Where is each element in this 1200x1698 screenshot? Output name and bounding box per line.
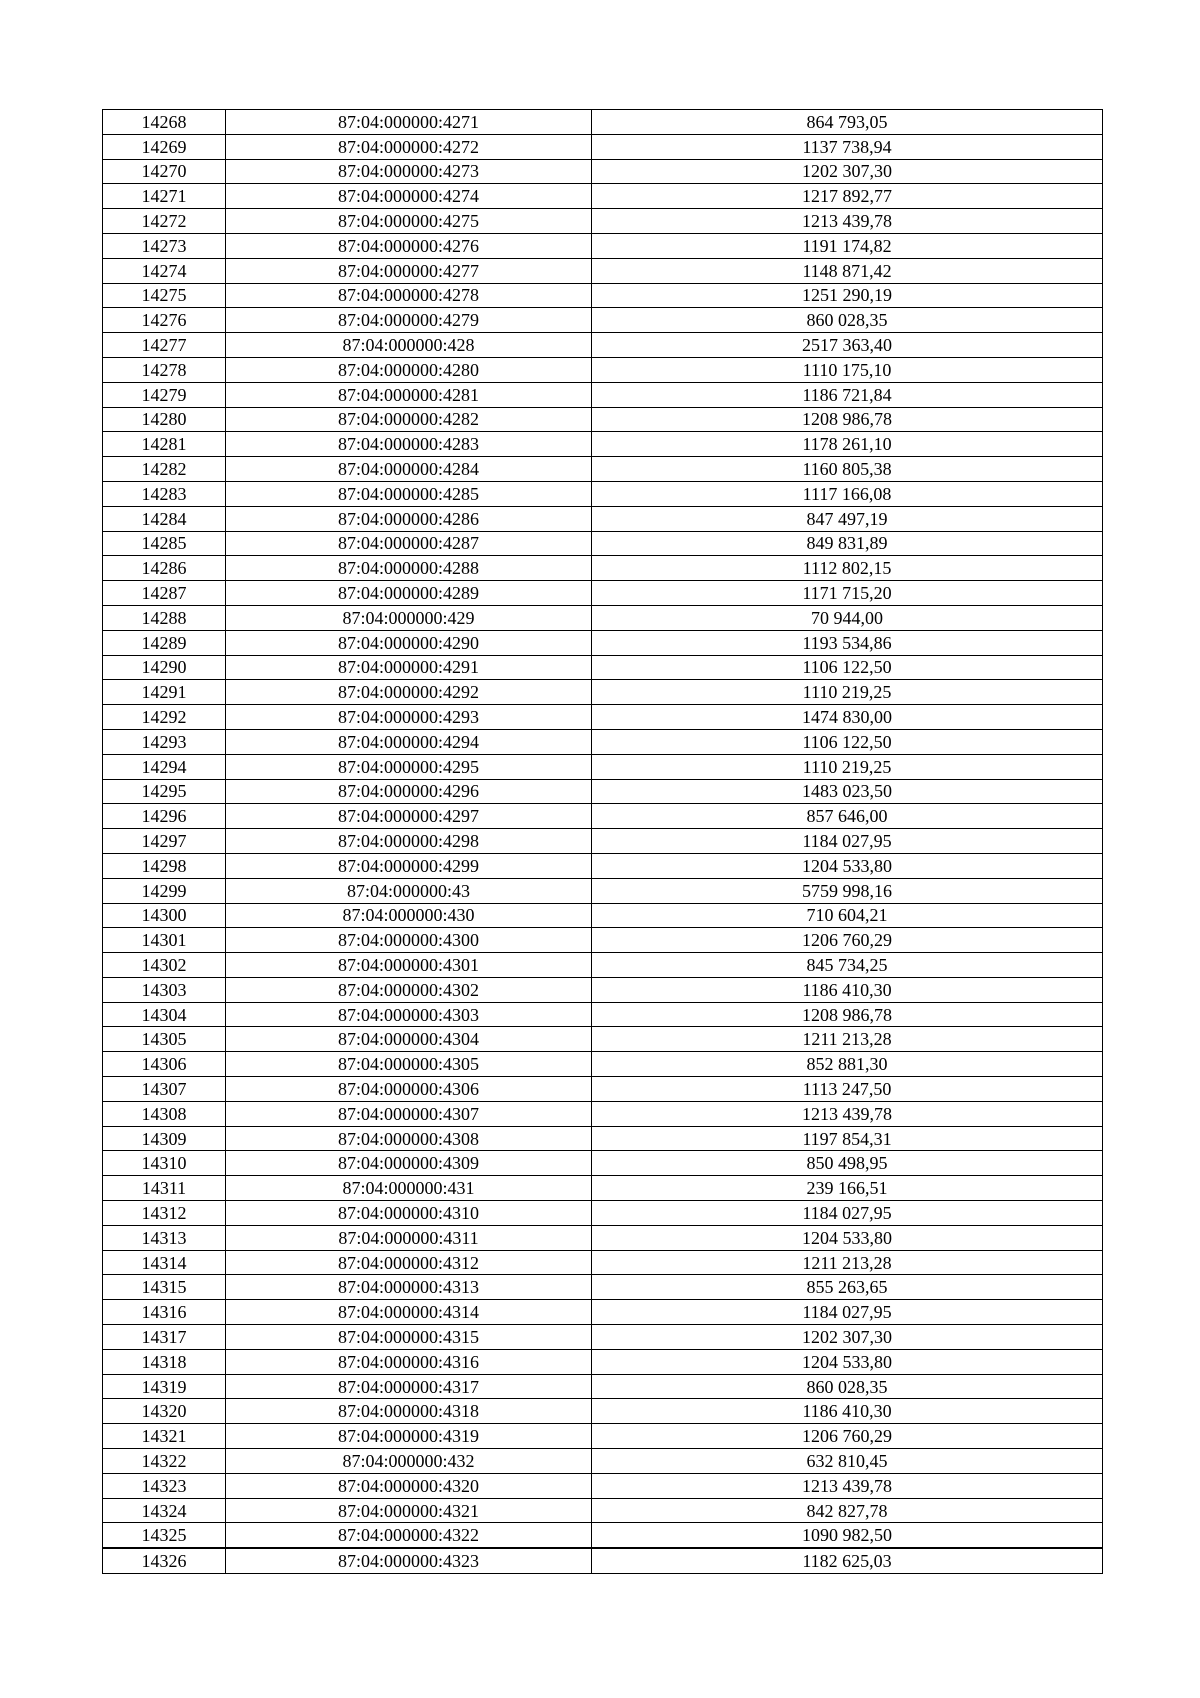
table-row (103, 110, 1103, 135)
value-cell: 1186 721,84 (592, 382, 1103, 407)
value-cell: 849 831,89 (592, 531, 1103, 556)
table-row (103, 1052, 1103, 1077)
row-number-cell: 14286 (103, 556, 226, 581)
cadastral-number-cell: 87:04:000000:4286 (226, 506, 592, 531)
value-cell: 1117 166,08 (592, 481, 1103, 506)
value-cell: 847 497,19 (592, 506, 1103, 531)
cadastral-number-cell: 87:04:000000:4283 (226, 432, 592, 457)
cadastral-number-cell: 87:04:000000:4299 (226, 853, 592, 878)
row-number-cell: 14306 (103, 1052, 226, 1077)
table-row (103, 605, 1103, 630)
table-row (103, 1523, 1103, 1548)
table-row (103, 159, 1103, 184)
cadastral-number-cell: 87:04:000000:4273 (226, 159, 592, 184)
value-cell: 5759 998,16 (592, 878, 1103, 903)
row-number-cell: 14312 (103, 1201, 226, 1226)
row-number-cell: 14280 (103, 407, 226, 432)
value-cell: 1204 533,80 (592, 1225, 1103, 1250)
value-cell: 1204 533,80 (592, 1349, 1103, 1374)
value-cell: 1178 261,10 (592, 432, 1103, 457)
table-row (103, 432, 1103, 457)
cadastral-number-cell: 87:04:000000:4318 (226, 1399, 592, 1424)
row-number-cell: 14273 (103, 233, 226, 258)
table-row (103, 1225, 1103, 1250)
value-cell: 632 810,45 (592, 1449, 1103, 1474)
table-row (103, 680, 1103, 705)
table-row (103, 1176, 1103, 1201)
row-number-cell: 14283 (103, 481, 226, 506)
cadastral-number-cell: 87:04:000000:4302 (226, 977, 592, 1002)
cadastral-number-cell: 87:04:000000:4278 (226, 283, 592, 308)
row-number-cell: 14292 (103, 705, 226, 730)
table-row (103, 308, 1103, 333)
cadastral-number-cell: 87:04:000000:432 (226, 1449, 592, 1474)
cadastral-number-cell: 87:04:000000:428 (226, 333, 592, 358)
table-row (103, 1449, 1103, 1474)
row-number-cell: 14270 (103, 159, 226, 184)
row-number-cell: 14277 (103, 333, 226, 358)
value-cell: 1202 307,30 (592, 1325, 1103, 1350)
table-row (103, 829, 1103, 854)
cadastral-number-cell: 87:04:000000:4311 (226, 1225, 592, 1250)
value-cell: 1208 986,78 (592, 407, 1103, 432)
table-row (103, 556, 1103, 581)
cadastral-number-cell: 87:04:000000:4297 (226, 804, 592, 829)
value-cell: 239 166,51 (592, 1176, 1103, 1201)
table-row (103, 903, 1103, 928)
cadastral-number-cell: 87:04:000000:4300 (226, 928, 592, 953)
value-cell: 1171 715,20 (592, 581, 1103, 606)
cadastral-number-cell: 87:04:000000:4298 (226, 829, 592, 854)
value-cell: 1213 439,78 (592, 1473, 1103, 1498)
row-number-cell: 14313 (103, 1225, 226, 1250)
cadastral-number-cell: 87:04:000000:4295 (226, 754, 592, 779)
table-row (103, 754, 1103, 779)
row-number-cell: 14326 (103, 1548, 226, 1573)
value-cell: 1213 439,78 (592, 209, 1103, 234)
row-number-cell: 14285 (103, 531, 226, 556)
table-row (103, 1250, 1103, 1275)
value-cell: 857 646,00 (592, 804, 1103, 829)
value-cell: 1090 982,50 (592, 1523, 1103, 1548)
row-number-cell: 14288 (103, 605, 226, 630)
value-cell: 1184 027,95 (592, 1201, 1103, 1226)
cadastral-number-cell: 87:04:000000:4301 (226, 953, 592, 978)
row-number-cell: 14317 (103, 1325, 226, 1350)
table-row (103, 407, 1103, 432)
cadastral-number-cell: 87:04:000000:4274 (226, 184, 592, 209)
row-number-cell: 14268 (103, 110, 226, 135)
table-row (103, 1101, 1103, 1126)
row-number-cell: 14291 (103, 680, 226, 705)
cadastral-number-cell: 87:04:000000:4321 (226, 1498, 592, 1523)
table-row (103, 1473, 1103, 1498)
row-number-cell: 14294 (103, 754, 226, 779)
table-row (103, 1374, 1103, 1399)
table-row (103, 581, 1103, 606)
cadastral-number-cell: 87:04:000000:4279 (226, 308, 592, 333)
cadastral-number-cell: 87:04:000000:4313 (226, 1275, 592, 1300)
row-number-cell: 14296 (103, 804, 226, 829)
row-number-cell: 14323 (103, 1473, 226, 1498)
cadastral-number-cell: 87:04:000000:4322 (226, 1523, 592, 1548)
value-cell: 1160 805,38 (592, 457, 1103, 482)
table-row (103, 1027, 1103, 1052)
cadastral-number-cell: 87:04:000000:4294 (226, 729, 592, 754)
cadastral-number-cell: 87:04:000000:43 (226, 878, 592, 903)
table-row (103, 258, 1103, 283)
cadastral-number-cell: 87:04:000000:4306 (226, 1077, 592, 1102)
table-row (103, 1077, 1103, 1102)
value-cell: 1211 213,28 (592, 1250, 1103, 1275)
value-cell: 1106 122,50 (592, 729, 1103, 754)
row-number-cell: 14316 (103, 1300, 226, 1325)
table-row (103, 1275, 1103, 1300)
row-number-cell: 14275 (103, 283, 226, 308)
row-number-cell: 14297 (103, 829, 226, 854)
table-row (103, 1002, 1103, 1027)
table-row (103, 729, 1103, 754)
table-row (103, 953, 1103, 978)
row-number-cell: 14324 (103, 1498, 226, 1523)
row-number-cell: 14307 (103, 1077, 226, 1102)
row-number-cell: 14289 (103, 630, 226, 655)
row-number-cell: 14279 (103, 382, 226, 407)
value-cell: 864 793,05 (592, 110, 1103, 135)
value-cell: 1191 174,82 (592, 233, 1103, 258)
row-number-cell: 14272 (103, 209, 226, 234)
value-cell: 1186 410,30 (592, 977, 1103, 1002)
cadastral-number-cell: 87:04:000000:4317 (226, 1374, 592, 1399)
value-cell: 1193 534,86 (592, 630, 1103, 655)
cadastral-number-cell: 87:04:000000:4308 (226, 1126, 592, 1151)
value-cell: 1112 802,15 (592, 556, 1103, 581)
cadastral-number-cell: 87:04:000000:4280 (226, 357, 592, 382)
value-cell: 1217 892,77 (592, 184, 1103, 209)
row-number-cell: 14303 (103, 977, 226, 1002)
row-number-cell: 14305 (103, 1027, 226, 1052)
cadastral-number-cell: 87:04:000000:429 (226, 605, 592, 630)
cadastral-number-cell: 87:04:000000:430 (226, 903, 592, 928)
cadastral-number-cell: 87:04:000000:4296 (226, 779, 592, 804)
table-row (103, 357, 1103, 382)
value-cell: 1182 625,03 (592, 1548, 1103, 1573)
value-cell: 1106 122,50 (592, 655, 1103, 680)
value-cell: 1211 213,28 (592, 1027, 1103, 1052)
cadastral-number-cell: 87:04:000000:4277 (226, 258, 592, 283)
table-row (103, 1424, 1103, 1449)
table-row (103, 457, 1103, 482)
table-row (103, 506, 1103, 531)
row-number-cell: 14315 (103, 1275, 226, 1300)
value-cell: 845 734,25 (592, 953, 1103, 978)
table-row (103, 382, 1103, 407)
table-row (103, 333, 1103, 358)
row-number-cell: 14301 (103, 928, 226, 953)
table-row (103, 804, 1103, 829)
row-number-cell: 14290 (103, 655, 226, 680)
value-cell: 860 028,35 (592, 308, 1103, 333)
row-number-cell: 14293 (103, 729, 226, 754)
row-number-cell: 14298 (103, 853, 226, 878)
cadastral-number-cell: 87:04:000000:4284 (226, 457, 592, 482)
cadastral-number-cell: 87:04:000000:4320 (226, 1473, 592, 1498)
cadastral-number-cell: 87:04:000000:4288 (226, 556, 592, 581)
cadastral-number-cell: 87:04:000000:4276 (226, 233, 592, 258)
table-row (103, 655, 1103, 680)
row-number-cell: 14302 (103, 953, 226, 978)
table-row (103, 1300, 1103, 1325)
table-row (103, 878, 1103, 903)
row-number-cell: 14269 (103, 134, 226, 159)
cadastral-number-cell: 87:04:000000:4309 (226, 1151, 592, 1176)
table-row (103, 1325, 1103, 1350)
value-cell: 852 881,30 (592, 1052, 1103, 1077)
cadastral-number-cell: 87:04:000000:4275 (226, 209, 592, 234)
cadastral-number-cell: 87:04:000000:4315 (226, 1325, 592, 1350)
cadastral-number-cell: 87:04:000000:4323 (226, 1548, 592, 1573)
cadastral-number-cell: 87:04:000000:4314 (226, 1300, 592, 1325)
data-table (102, 109, 1103, 1574)
row-number-cell: 14325 (103, 1523, 226, 1548)
row-number-cell: 14318 (103, 1349, 226, 1374)
cadastral-number-cell: 87:04:000000:4287 (226, 531, 592, 556)
cadastral-number-cell: 87:04:000000:4282 (226, 407, 592, 432)
table-row (103, 1498, 1103, 1523)
cadastral-number-cell: 87:04:000000:4292 (226, 680, 592, 705)
value-cell: 1208 986,78 (592, 1002, 1103, 1027)
value-cell: 1184 027,95 (592, 1300, 1103, 1325)
row-number-cell: 14309 (103, 1126, 226, 1151)
row-number-cell: 14314 (103, 1250, 226, 1275)
table-row (103, 779, 1103, 804)
value-cell: 1137 738,94 (592, 134, 1103, 159)
cadastral-number-cell: 87:04:000000:4307 (226, 1101, 592, 1126)
row-number-cell: 14300 (103, 903, 226, 928)
value-cell: 1197 854,31 (592, 1126, 1103, 1151)
value-cell: 860 028,35 (592, 1374, 1103, 1399)
value-cell: 1202 307,30 (592, 159, 1103, 184)
value-cell: 70 944,00 (592, 605, 1103, 630)
table-row (103, 1548, 1103, 1573)
cadastral-number-cell: 87:04:000000:4316 (226, 1349, 592, 1374)
cadastral-number-cell: 87:04:000000:4319 (226, 1424, 592, 1449)
table-row (103, 531, 1103, 556)
table-row (103, 853, 1103, 878)
value-cell: 1204 533,80 (592, 853, 1103, 878)
row-number-cell: 14311 (103, 1176, 226, 1201)
cadastral-number-cell: 87:04:000000:4312 (226, 1250, 592, 1275)
row-number-cell: 14322 (103, 1449, 226, 1474)
table-row (103, 977, 1103, 1002)
row-number-cell: 14319 (103, 1374, 226, 1399)
table-row (103, 1151, 1103, 1176)
table-row (103, 134, 1103, 159)
table-row (103, 184, 1103, 209)
row-number-cell: 14304 (103, 1002, 226, 1027)
table-row (103, 1126, 1103, 1151)
cadastral-number-cell: 87:04:000000:431 (226, 1176, 592, 1201)
row-number-cell: 14308 (103, 1101, 226, 1126)
table-row (103, 630, 1103, 655)
row-number-cell: 14276 (103, 308, 226, 333)
cadastral-number-cell: 87:04:000000:4304 (226, 1027, 592, 1052)
row-number-cell: 14295 (103, 779, 226, 804)
cadastral-number-cell: 87:04:000000:4281 (226, 382, 592, 407)
value-cell: 1110 175,10 (592, 357, 1103, 382)
row-number-cell: 14274 (103, 258, 226, 283)
cadastral-number-cell: 87:04:000000:4291 (226, 655, 592, 680)
cadastral-number-cell: 87:04:000000:4310 (226, 1201, 592, 1226)
value-cell: 855 263,65 (592, 1275, 1103, 1300)
value-cell: 1113 247,50 (592, 1077, 1103, 1102)
value-cell: 1110 219,25 (592, 754, 1103, 779)
value-cell: 1148 871,42 (592, 258, 1103, 283)
cadastral-number-cell: 87:04:000000:4290 (226, 630, 592, 655)
table-row (103, 1201, 1103, 1226)
cadastral-number-cell: 87:04:000000:4285 (226, 481, 592, 506)
table-row (103, 209, 1103, 234)
table-body (103, 110, 1103, 1574)
cadastral-number-cell: 87:04:000000:4303 (226, 1002, 592, 1027)
value-cell: 1213 439,78 (592, 1101, 1103, 1126)
value-cell: 1184 027,95 (592, 829, 1103, 854)
table-row (103, 705, 1103, 730)
value-cell: 850 498,95 (592, 1151, 1103, 1176)
value-cell: 1251 290,19 (592, 283, 1103, 308)
cadastral-number-cell: 87:04:000000:4271 (226, 110, 592, 135)
row-number-cell: 14282 (103, 457, 226, 482)
cadastral-number-cell: 87:04:000000:4272 (226, 134, 592, 159)
cadastral-number-cell: 87:04:000000:4289 (226, 581, 592, 606)
cadastral-number-cell: 87:04:000000:4305 (226, 1052, 592, 1077)
table-row (103, 283, 1103, 308)
value-cell: 2517 363,40 (592, 333, 1103, 358)
row-number-cell: 14284 (103, 506, 226, 531)
table-row (103, 481, 1103, 506)
value-cell: 842 827,78 (592, 1498, 1103, 1523)
row-number-cell: 14278 (103, 357, 226, 382)
cadastral-number-cell: 87:04:000000:4293 (226, 705, 592, 730)
table-row (103, 1399, 1103, 1424)
row-number-cell: 14287 (103, 581, 226, 606)
value-cell: 710 604,21 (592, 903, 1103, 928)
row-number-cell: 14299 (103, 878, 226, 903)
table-row (103, 233, 1103, 258)
value-cell: 1186 410,30 (592, 1399, 1103, 1424)
row-number-cell: 14281 (103, 432, 226, 457)
value-cell: 1110 219,25 (592, 680, 1103, 705)
value-cell: 1206 760,29 (592, 928, 1103, 953)
value-cell: 1474 830,00 (592, 705, 1103, 730)
row-number-cell: 14321 (103, 1424, 226, 1449)
row-number-cell: 14271 (103, 184, 226, 209)
table-row (103, 928, 1103, 953)
row-number-cell: 14320 (103, 1399, 226, 1424)
value-cell: 1206 760,29 (592, 1424, 1103, 1449)
value-cell: 1483 023,50 (592, 779, 1103, 804)
table-row (103, 1349, 1103, 1374)
row-number-cell: 14310 (103, 1151, 226, 1176)
